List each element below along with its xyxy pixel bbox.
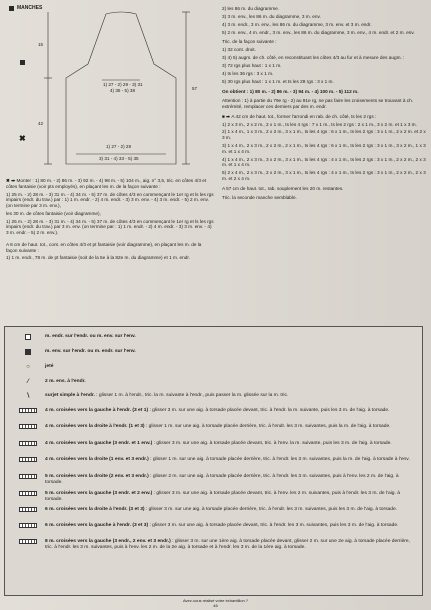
tric-line-1: 1) 32 cont. droit. [222, 47, 256, 53]
legend-text [45, 364, 416, 370]
tric-line-5: 5) 30 rgs plus haut : 1 x 1 m. et ts les 28 rgs : 3 x 1 m. [222, 78, 334, 84]
legend-title: m. endr. sur l'endr. ou m. env. sur l'env. [45, 334, 136, 339]
legend-title: 8 m. croisées vers la gauche (3 endr., 2 env. et 3 endr.) [45, 539, 171, 544]
obtient-text: On obtient : 1) 80 m. - 2) 86 m. - 3) 94 m. - 4) 100 m. - 5) 112 m. [222, 88, 359, 94]
page-number: 46 [213, 603, 218, 608]
left-instructions [6, 178, 214, 263]
legend-title: jeté [45, 364, 54, 369]
legend-title: 4 m. croisées vers la gauche à l'endr. (3 et 1) [45, 408, 149, 413]
square-arrow-icon: ■ ➡ [222, 113, 232, 119]
page-footer [0, 598, 431, 608]
stitch-symbol-icon: ∖ [26, 393, 30, 399]
left-para-5: 1) 1 m. endr., 78 m. de pt fantaisie (soit de la 5e à la 82e m. du diagramme) et 1 m. endr. [6, 255, 190, 261]
arrondi-2: 2) 1 x 4 m., 1 x 3 m., 2 x 2 m., 3 x 1 m., ts les 4 rgs : 6 x 1 m., ts les 2 rgs : 3 x 1 m., 2 x 2 m. et 2 x 3 m. [222, 129, 426, 141]
stitch-symbol-icon [19, 441, 37, 447]
legend-text [45, 393, 416, 399]
a42-text: A 42 cm de haut. tot., former l'arrondi en rab. de ch. côté, ts les 2 rgs : [231, 113, 377, 119]
tric-line-4: 4) ts les 36 rgs : 3 x 1 m. [222, 70, 274, 76]
right-line-4: 5) 2 m. env., 4 m. endr., 3 m. env., les 86 m. du diagramme, 3 m. env., 4 m. endr. et 2 m. env. [222, 29, 415, 35]
legend-description: : glisser 3 m. sur une 1ère aig. à torsade placée devant, glisser 2 m. sur une 2e aig. à torsade placée derrière, tric. à l'endr. les 3 m. suivantes, puis à l'env. les 2 m. de la 2e aig. à torsade et à l'endr. les 3 m. de la 1ère aig. à torsade. [45, 539, 410, 550]
right-instructions [222, 6, 426, 203]
legend-title: 4 m. croisées vers la droite (1 env. et 3 endr.) [45, 457, 149, 462]
cross-marker-icon: ✖ [19, 134, 26, 143]
legend-description: : glisser 3 m. sur une aig. à torsade placée devant, tric. à l'endr. les 3 m. suivantes, puis les 3 m. de l'aig. à torsade. [148, 523, 399, 528]
left-para-1: 1) 25 m. - 2) 28 m. - 3) 31 m. - 4) 34 m. - 5) 37 m. de côtes 4/3 en commençant le 1er rg et ls les rgs impairs (endr. du trav.) par : 1) 1 m. endr. - 2) 4 m. endr. - 3) 3 m. env. - 4) 3 m. endr. - 5) 2 m. env. (on termine par 3 m. env.), [6, 191, 214, 208]
legend-text [45, 507, 416, 513]
arrondi-4: 4) 1 x 4 m., 2 x 3 m., 3 x 2 m., 3 x 1 m., ts les 4 rgs : 4 x 1 m., ts les 2 rgs : 3 x 1 m., 2 x 2 m., 2 x 3 m. et 1 x 4 m. [222, 156, 426, 168]
stitch-symbol-icon [19, 334, 37, 340]
stitch-symbol-icon [19, 408, 37, 414]
legend-title: 5 m. croisées vers la gauche (3 endr. et 2 env.) [45, 491, 153, 496]
stitch-symbol-icon [19, 491, 37, 497]
height-label-left: 42 [38, 121, 44, 126]
legend-title: m. env. sur l'endr. ou m. endr. sur l'env. [45, 349, 136, 354]
a57-text: A 57 cm de haut. tot., rab. souplement les 20 m. restantes. [222, 185, 344, 191]
legend-title: 6 m. croisées vers la gauche à l'endr. (3 et 3) [45, 523, 149, 528]
legend-title: 4 m. croisées vers la droite à l'endr. (1 et 3) [45, 424, 145, 429]
legend-text [45, 539, 416, 551]
stitch-symbol-icon: ⁄ [27, 379, 29, 385]
left-para-2: les 30 m. de côtes fantaisie (voir diagramme), [6, 210, 101, 216]
stitch-legend [4, 326, 423, 596]
legend-text [45, 457, 416, 463]
left-para-4: A 8 cm de haut. tot., cont. en côtes 4/3 et pt fantaisie (voir diagramme), en plaçant les m. de la façon suivante : [6, 241, 202, 253]
legend-text [45, 379, 416, 385]
legend-text [45, 408, 416, 414]
legend-text [45, 349, 416, 355]
legend-text [45, 523, 416, 529]
arrondi-1: 1) 2 x 3 m., 2 x 2 m., 2 x 1 m., ts les 4 rgs : 7 x 1 m., ts les 2 rgs : 2 x 1 m., 3 x 2 m. et 1 x 3 m. [222, 121, 417, 127]
attention-text: Attention : 1) à partie du 79e rg - 2) au 91e rg, ne pas faire les croisements se trouvant à ch. extrémité, remplacer ces derniers par des m. endr. [222, 98, 413, 109]
legend-text [45, 491, 416, 503]
top-measure-line1: 1) 27 - 2) 29 - 3) 31 [103, 82, 143, 87]
arrondi-3: 3) 1 x 4 m., 2 x 3 m., 2 x 2 m., 2 x 1 m., ts les 4 rgs : 6 x 1 m., ts les 2 rgs : 3 x 1 m., 3 x 2 m., 1 x 3 m. et 1 x 4 m. [222, 143, 426, 154]
stitch-symbol-icon [19, 349, 37, 355]
right-line-3: 4) 3 m. endr., 3 m. env., les 86 m. du diagramme, 3 m. env. et 3 m. endr. [222, 21, 372, 27]
legend-text [45, 441, 416, 447]
legend-text [45, 424, 416, 430]
legend-description: : glisser 1 m. sur une aig. à torsade placée derrière, tric. à l'endr. les 3 m. suivantes, puis la m. de l'aig. à torsade. [144, 424, 391, 429]
legend-title: surjet simple à l'endr. [45, 393, 95, 398]
second-sleeve-text: Tric. la seconde manche semblable. [222, 195, 297, 201]
legend-title: 5 m. croisées vers la droite (2 env. et 3 endr.) [45, 474, 149, 479]
legend-title: 2 m. ens. à l'endr. [45, 379, 86, 384]
legend-text [45, 474, 416, 486]
legend-description: : glisser 3 m. sur une aig. à torsade placée devant, tric. à l'endr. la m. suivante, puis les 3 m. de l'aig. à torsade. [148, 408, 390, 413]
legend-description: : glisser 3 m. sur une aig. à torsade placée devant, tric. à l'env. la m. suivante, puis les 3 m. de l'aig. à torsade. [152, 441, 392, 446]
tric-heading: Tric. de la façon suivante : [222, 39, 277, 45]
stitch-symbol-icon [19, 507, 37, 513]
legend-description: : glisser 3 m. sur une aig. à torsade placée devant, tric. à l'env. les 2 m. suivantes, puis à l'endr. les 3 m. de l'aig. à torsade. [45, 491, 400, 502]
bottom-measure-line2: 3) 31 - 4) 33 - 5) 35 [99, 156, 139, 161]
stitch-symbol-icon: ○ [26, 364, 30, 370]
right-line-1: 2) les 86 m. du diagramme. [222, 6, 280, 11]
legend-description: : glisser 1 m. à l'endr., tric. la m. suivante à l'endr., puis passer la m. glissée sur la m. tric. [94, 393, 289, 398]
stitch-symbol-icon [19, 474, 37, 480]
square-marker-icon [20, 60, 25, 65]
top-measure-line2: 4) 35 - 5) 38 [110, 88, 136, 93]
footer-text: Avez-vous réalisé votre échantillon ? [182, 598, 249, 603]
stitch-symbol-icon [19, 539, 37, 545]
legend-text [45, 334, 416, 340]
legend-description: : glisser 2 m. sur une aig. à torsade placée derrière, tric. à l'endr. les 3 m. suivantes, puis à l'env. les 2 m. de l'aig. à torsade. [45, 474, 399, 485]
height-label-right: 57 [192, 86, 198, 91]
legend-description: : glisser 3 m. sur une aig. à torsade placée derrière, tric. à l'endr. les 3 m. suivantes, puis les 3 m. de l'aig. à torsade. [144, 507, 398, 512]
sleeve-diagram [6, 4, 220, 172]
arrondi-5: 5) 2 x 4 m., 2 x 3 m., 2 x 2 m., 3 x 1 m., ts les 4 rgs : 4 x 1 m., ts les 2 rgs : 3 x 1 m., 2 x 2 m., 2 x 3 m. et 2 x 4 m. [222, 170, 426, 181]
right-line-2: 3) 3 m. env., les 86 m. du diagramme, 3 m. env. [222, 13, 321, 19]
legend-title: 6 m. croisées vers la droite à l'endr. (3 et 3) [45, 507, 145, 512]
monter-text: Monter : 1) 80 m. - 2) 86 m. - 3) 92 m. - 4) 98 m. - 5) 104 m., aig. n° 3,5, tric. en côtes 4/3 et côtes fantaisie (voir pts employés), en plaçant les m. de la façon suivante : [6, 178, 207, 189]
legend-description: : glisser 1 m. sur une aig. à torsade placée derrière, tric. à l'endr. les 3 m. suivantes, puis la m. de l'aig. à torsade à l'env. [148, 457, 410, 462]
tric-line-3: 3) 72 rgs plus haut : 1 x 1 m. [222, 63, 282, 69]
left-para-3: 1) 25 m. - 2) 28 m. - 3) 31 m. - 4) 34 m. - 5) 37 m. de côtes 4/3 en commençant le 1er rg et ls les rgs impairs (endr. du trav.) par 3 m. env. (on termine par : 1) 1 m. endr. - 2) 4 m. endr. - 3) 3 m. env. - 4) 3 m. endr. - 5) 2 m. env.). [6, 218, 214, 236]
cross-arrow-icon: ✖ ➡ [6, 178, 17, 183]
stitch-symbol-icon [19, 424, 37, 430]
stitch-symbol-icon [19, 523, 37, 529]
width-label-left: 15 [38, 42, 44, 47]
legend-title: 4 m. croisées vers la gauche (3 endr. et 1 env.) [45, 441, 153, 446]
diagram-title: MANCHES [17, 5, 43, 11]
tric-line-2: 3) 4) 5) augm. de ch. côté, en reconstituant les côtes 4/3 au fur et à mesure des augm. : [222, 55, 405, 61]
bottom-measure-line1: 1) 27 - 2) 29 [106, 144, 132, 149]
stitch-symbol-icon [19, 457, 37, 463]
